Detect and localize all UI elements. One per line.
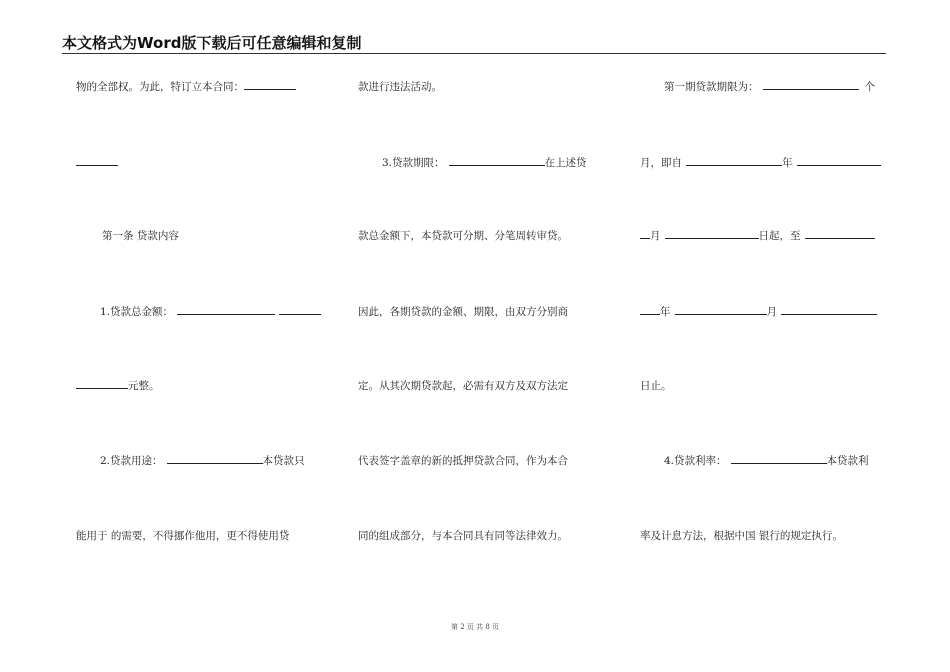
col3-month-unit-2: 月 — [766, 306, 777, 318]
document-header-title: 本文格式为Word版下载后可任意编辑和复制 — [62, 33, 886, 54]
col2-line-1: 款进行违法活动。 — [358, 81, 442, 93]
col3-blank-rate — [731, 453, 827, 464]
col2-blank-term — [449, 155, 545, 166]
col3-blank-5 — [665, 228, 759, 239]
col1-line-4 — [100, 304, 321, 320]
col1-blank-2 — [76, 155, 118, 166]
col3-month-unit-1: 月 — [650, 230, 661, 242]
col2-line-7: 同的组成部分，与本合同具有同等法律效力。 — [358, 530, 568, 542]
col3-first-term-label: 第一期贷款期限为： — [664, 81, 759, 93]
col3-start-to-label: 日起，至 — [758, 230, 801, 242]
col1-purpose-tail: 本贷款只 — [262, 455, 305, 467]
col2-term-tail: 在上述贷 — [544, 157, 587, 169]
col1-line-5 — [76, 378, 160, 394]
col3-blank-1 — [763, 79, 859, 90]
col3-blank-9 — [781, 304, 877, 315]
col1-blank-purpose — [167, 453, 263, 464]
col3-year-unit-2: 年 — [660, 306, 671, 318]
col1-line-2 — [76, 155, 118, 171]
col1-blank-amount-1 — [177, 304, 275, 315]
col2-term-label: 3.贷款期限： — [382, 157, 445, 169]
col3-line-1 — [664, 79, 875, 95]
col1-blank-1 — [244, 79, 296, 90]
col1-blank-yuan — [76, 378, 128, 389]
col3-blank-3 — [797, 155, 881, 166]
col1-line-7: 能用于 的需要，不得挪作他用，更不得使用贷 — [76, 530, 290, 542]
col1-purpose-label: 2.贷款用途： — [100, 455, 163, 467]
col1-total-amount-label: 1.贷款总金额： — [100, 306, 174, 318]
col1-yuan-text: 元整。 — [128, 380, 160, 392]
col3-line-6 — [664, 453, 869, 469]
col3-blank-2 — [686, 155, 782, 166]
col1-article-heading: 第一条 贷款内容 — [102, 230, 179, 242]
col2-line-6: 代表签字盖章的新的抵押贷款合同，作为本合 — [358, 455, 568, 467]
col3-blank-6 — [805, 228, 875, 239]
col3-blank-4 — [640, 228, 650, 239]
col3-from-label: 月，即自 — [640, 157, 682, 169]
col3-year-unit-1: 年 — [782, 157, 793, 169]
col3-blank-7 — [640, 304, 660, 315]
col3-line-4 — [640, 304, 877, 320]
col2-line-3: 款总金额下，本贷款可分期、分笔周转审贷。 — [358, 230, 568, 242]
col2-line-2 — [382, 155, 587, 171]
col1-blank-amount-2 — [279, 304, 321, 315]
col3-line-5: 日止。 — [640, 380, 672, 392]
col3-blank-8 — [675, 304, 767, 315]
col3-rate-label: 4.贷款利率： — [664, 455, 727, 467]
col1-line-6 — [100, 453, 305, 469]
col1-text-ownership: 物的全部权。为此，特订立本合同： — [76, 81, 244, 93]
col3-months-unit: 个 — [864, 81, 875, 93]
col3-rate-tail: 本贷款利 — [826, 455, 869, 467]
col2-line-4: 因此，各期贷款的金额、期限，由双方分别商 — [358, 306, 568, 318]
col3-line-2 — [640, 155, 881, 171]
col2-line-5: 定。从其次期贷款起，必需有双方及双方法定 — [358, 380, 568, 392]
page-number-footer: 第 2 页 共 8 页 — [450, 623, 500, 631]
col3-line-3 — [640, 228, 875, 244]
col1-line-1 — [76, 79, 296, 95]
col3-line-7: 率及计息方法，根据中国 银行的规定执行。 — [640, 530, 843, 542]
